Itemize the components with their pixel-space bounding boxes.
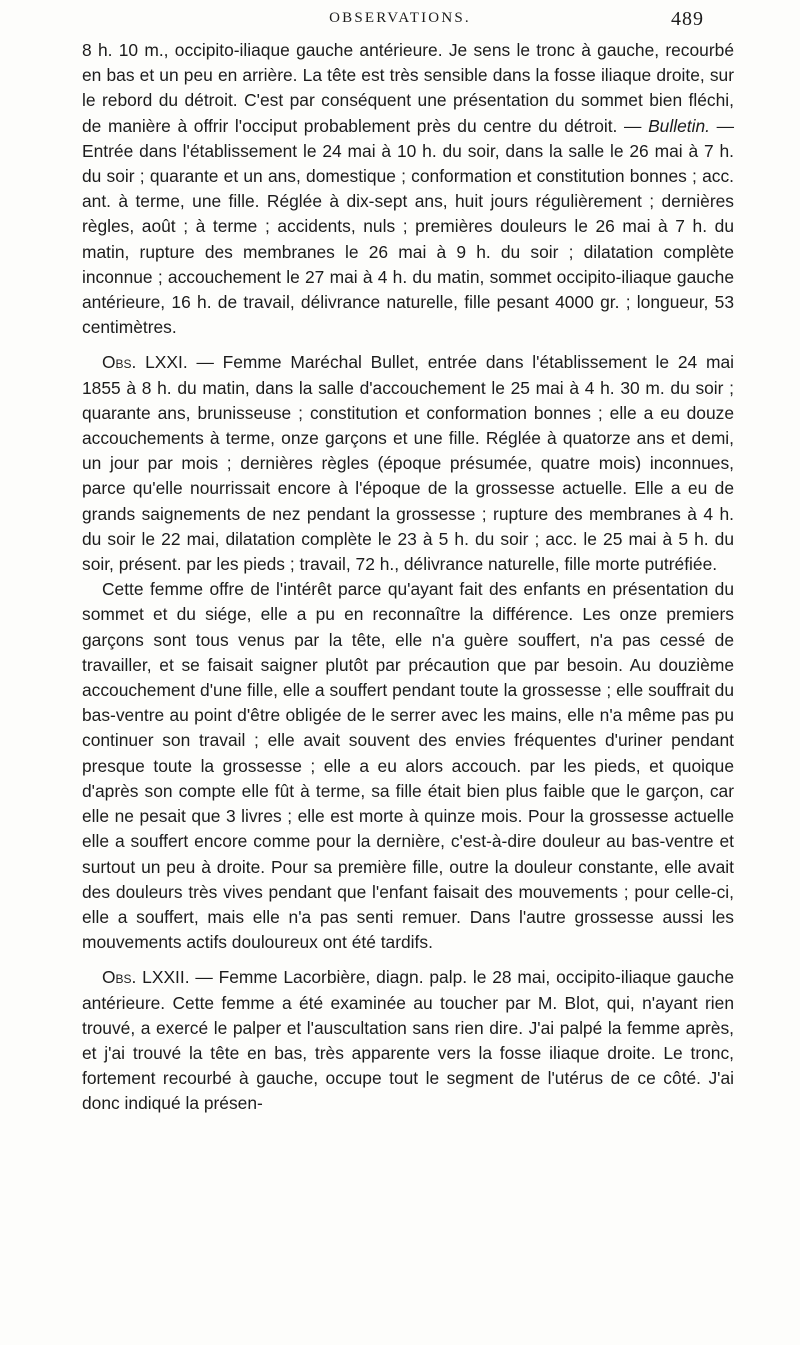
bulletin-label: Bulletin. [648, 115, 710, 136]
paragraph-text: 8 h. 10 m., occipito-iliaque gauche antérieure. Je sens le tronc à gauche, recourbé en bas et un peu en arrière. La tête est très sensible dans la fosse iliaque droite, sur le rebord du détroit. C'est par conséquent une présentation du sommet bien fléchi, de manière à offrir l'occiput probablement près du centre du détroit. — [82, 40, 734, 136]
observation-lxxi [82, 350, 734, 577]
body-text [82, 38, 734, 1117]
paragraph-text: Cette femme offre de l'intérêt parce qu'ayant fait des enfants en présentation du sommet et du siége, elle a pu en reconnaître la différence. Les onze premiers garçons sont tous venus par la tête, elle n'a guère souffert, n'a pas cessé de travailler, et se faisait saigner plutôt par précaution que par besoin. Au douzième accouchement d'une fille, elle a souffert pendant toute la grossesse ; elle souffrait du bas-ventre au point d'être obligée de le serrer avec les mains, elle n'a même pas pu continuer son travail ; elle avait souvent des envies fréquentes d'uriner pendant presque toute la grossesse ; elle a eu alors accouch. par les pieds, et quoique d'après son compte elle fût à terme, sa fille était bien plus faible que le garçon, car elle ne pesait que 3 livres ; elle est morte à quinze mois. Pour la grossesse actuelle elle a souffert encore comme pour la dernière, c'est-à-dire douleur au bas-ventre et surtout un peu à droite. Pour sa première fille, outre la douleur constante, elle avait des douleurs très vives pendant que l'enfant faisait des mouvements ; pour celle-ci, elle a souffert, mais elle n'a pas senti remuer. Dans l'autre grossesse aussi les mouvements actifs douloureux ont été tardifs. [82, 579, 734, 953]
paragraph-text: — Entrée dans l'établissement le 24 mai à 10 h. du soir, dans la salle le 26 mai à 7 h. du soir ; quarante et un ans, domestique ; conformation et constitution bonnes ; acc. ant. à terme, une fille. Réglée à dix-sept ans, huit jours régulièrement ; dernières règles, août ; à terme ; accidents, nuls ; premières douleurs le 26 mai à 7 h. du matin, rupture des membranes le 26 mai à 9 h. du soir ; dilatation complète inconnue ; accouchement le 27 mai à 4 h. du matin, sommet occipito-iliaque gauche antérieure, 16 h. de travail, délivrance naturelle, fille pesant 4000 gr. ; longueur, 53 centimètres. [82, 115, 734, 338]
running-title: OBSERVATIONS. [329, 10, 471, 26]
paragraph-commentary [82, 577, 734, 955]
page-number: 489 [671, 8, 704, 30]
observation-label: Obs. LXXII. [102, 967, 190, 988]
paragraph-continuation [82, 38, 734, 340]
running-head [0, 8, 800, 38]
paragraph-text: — Femme Lacorbière, diagn. palp. le 28 mai, occipito-iliaque gauche antérieure. Cette femme a été examinée au toucher par M. Blot, qui, n'ayant rien trouvé, a exercé le palper et l'auscultation sans rien dire. J'ai palpé la femme après, et j'ai trouvé la tête en bas, très apparente vers la fosse iliaque droite. Le tronc, fortement recourbé à gauche, occupe tout le segment de l'utérus de ce côté. J'ai donc indiqué la présen- [82, 967, 734, 1114]
paragraph-text: — Femme Maréchal Bullet, entrée dans l'établissement le 24 mai 1855 à 8 h. du matin, dans la salle d'accouchement le 25 mai à 4 h. 30 m. du soir ; quarante ans, brunisseuse ; constitution et conformation bonnes ; elle a eu douze accouchements à terme, onze garçons et une fille. Réglée à quatorze ans et demi, un jour par mois ; dernières règles (époque présumée, quatre mois) inconnues, parce qu'elle nourrissait encore à l'époque de la grossesse actuelle. Elle a eu de grands saignements de nez pendant la grossesse ; rupture des membranes à 4 h. du soir le 22 mai, dilatation complète le 23 à 5 h. du soir ; acc. le 25 mai à 5 h. du soir, présent. par les pieds ; travail, 72 h., délivrance naturelle, fille morte putréfiée. [82, 352, 735, 575]
observation-lxxii [82, 965, 734, 1116]
observation-label: Obs. LXXI. [102, 352, 188, 373]
